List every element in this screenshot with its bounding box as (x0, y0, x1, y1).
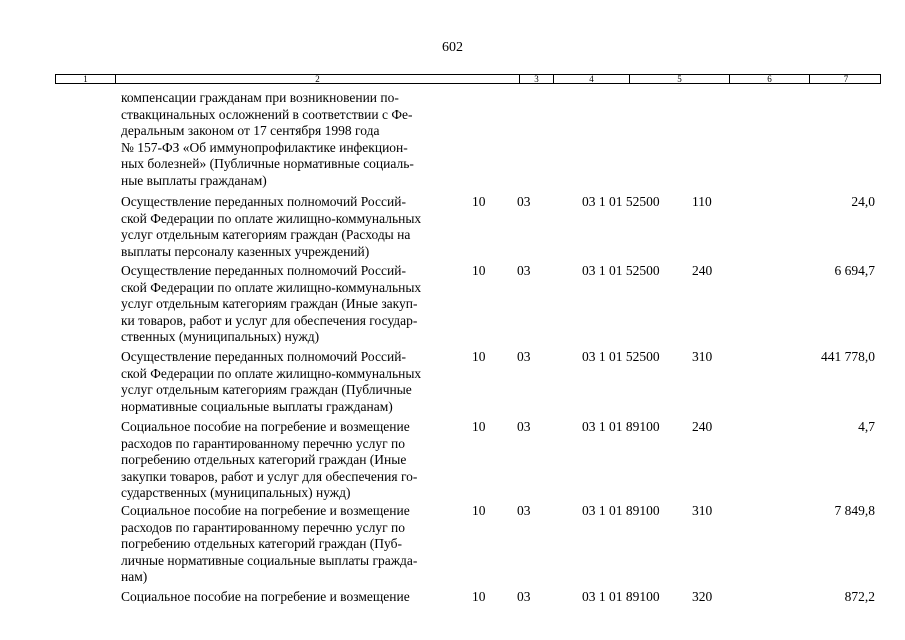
table-row (0, 194, 905, 263)
row-target-article: 03 1 01 52500 (582, 194, 660, 209)
header-col-6: 6 (730, 75, 810, 83)
row-subsection: 03 (517, 503, 531, 518)
table-row (0, 589, 905, 629)
row-subsection: 03 (517, 263, 531, 278)
table-body (0, 90, 905, 629)
row-expense-type: 310 (692, 503, 713, 518)
row-amount: 7 849,8 (834, 503, 875, 518)
table-row (0, 503, 905, 589)
header-col-5: 5 (630, 75, 730, 83)
row-name: Социальное пособие на погребение и возмещение (121, 589, 410, 604)
header-col-4: 4 (554, 75, 630, 83)
row-amount: 441 778,0 (821, 349, 875, 364)
row-subsection: 03 (517, 194, 531, 209)
row-section: 10 (472, 419, 486, 434)
table-row (0, 90, 905, 194)
header-col-1: 1 (56, 75, 116, 83)
table-header (55, 74, 881, 84)
row-subsection: 03 (517, 349, 531, 364)
row-amount: 4,7 (858, 419, 875, 434)
row-expense-type: 320 (692, 589, 713, 604)
row-section: 10 (472, 263, 486, 278)
page-number: 602 (442, 40, 463, 55)
row-target-article: 03 1 01 89100 (582, 589, 660, 604)
row-name: Социальное пособие на погребение и возмещение расходов по гарантированному перечню услуг по погребению отдельных категорий граждан (Иные закупки товаров, работ и услуг для обеспечения го- сударственных (муниципальных) нужд) (121, 419, 418, 501)
row-subsection: 03 (517, 419, 531, 434)
row-subsection: 03 (517, 589, 531, 604)
row-section: 10 (472, 194, 486, 209)
header-col-3: 3 (520, 75, 554, 83)
row-target-article: 03 1 01 89100 (582, 503, 660, 518)
row-name: Осуществление переданных полномочий Россий- ской Федерации по оплате жилищно-коммунальных услуг отдельным категориям граждан (Иные закуп- ки товаров, работ и услуг для обеспечения государ- ственных (муниципальных) нужд) (121, 263, 422, 345)
row-amount: 6 694,7 (834, 263, 875, 278)
header-col-7: 7 (843, 74, 849, 84)
row-section: 10 (472, 349, 486, 364)
row-amount: 872,2 (844, 589, 875, 604)
row-target-article: 03 1 01 89100 (582, 419, 660, 434)
row-expense-type: 110 (692, 194, 712, 209)
row-expense-type: 240 (692, 263, 713, 278)
table-row (0, 263, 905, 349)
row-target-article: 03 1 01 52500 (582, 263, 660, 278)
table-row (0, 349, 905, 419)
row-target-article: 03 1 01 52500 (582, 349, 660, 364)
header-col-2: 2 (116, 75, 520, 83)
row-expense-type: 240 (692, 419, 713, 434)
row-name: Социальное пособие на погребение и возмещение расходов по гарантированному перечню услуг по погребению отдельных категорий граждан (Пуб- личные нормативные социальные выплаты гражда- нам) (121, 503, 418, 585)
row-name: Осуществление переданных полномочий Россий- ской Федерации по оплате жилищно-коммунальных услуг отдельным категориям граждан (Расходы на выплаты персоналу казенных учреждений) (121, 194, 422, 259)
table-row (0, 419, 905, 503)
row-section: 10 (472, 589, 486, 604)
row-name: компенсации гражданам при возникновении по- ствакцинальных осложнений в соответствии с Фе- деральным законом от 17 сентября 1998 года № 157-ФЗ «Об иммунопрофилактике инфекцион- ных болезней» (Публичные нормативные социаль- ные выплаты гражданам) (121, 90, 414, 188)
row-name: Осуществление переданных полномочий Россий- ской Федерации по оплате жилищно-коммунальных услуг отдельным категориям граждан (Публичные нормативные социальные выплаты гражданам) (121, 349, 422, 414)
row-expense-type: 310 (692, 349, 713, 364)
row-section: 10 (472, 503, 486, 518)
row-amount: 24,0 (851, 194, 875, 209)
